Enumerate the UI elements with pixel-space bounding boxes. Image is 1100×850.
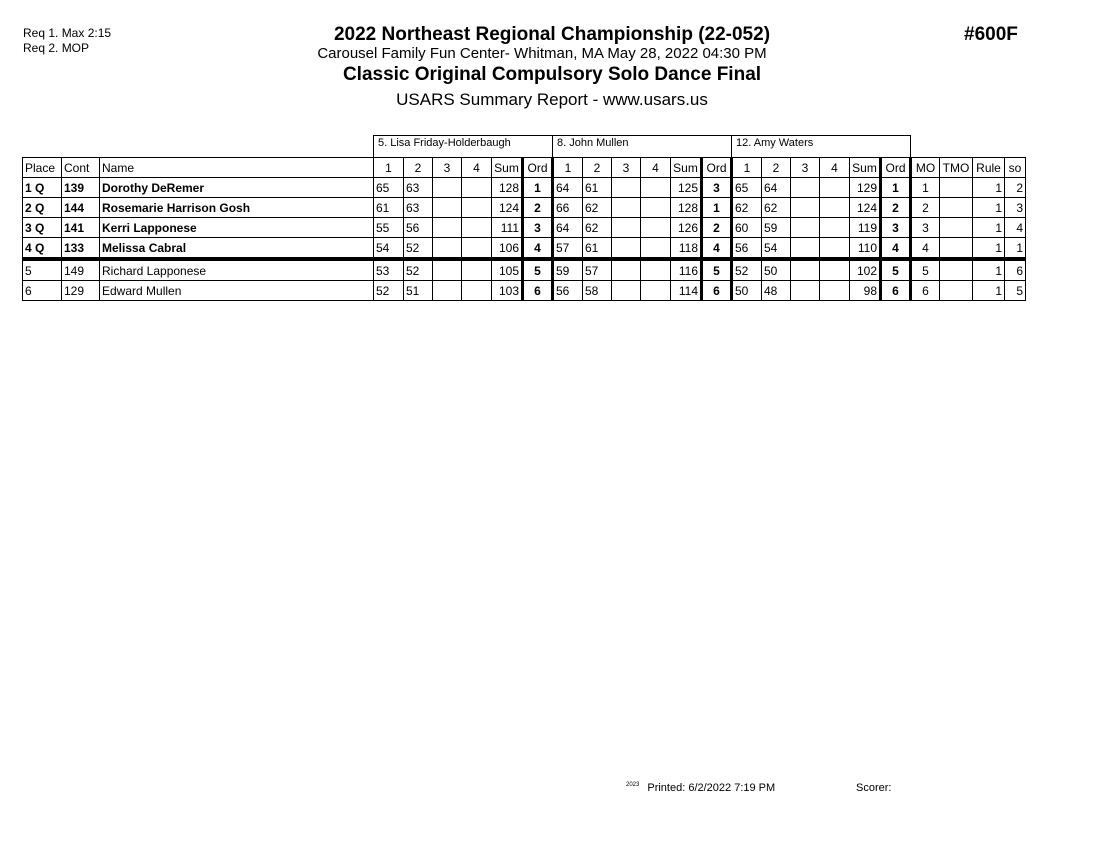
judge-3-ord-header: Ord bbox=[881, 158, 911, 178]
score-3-cell bbox=[612, 198, 641, 218]
place-cell: 3 Q bbox=[23, 218, 62, 238]
place-cell: 5 bbox=[23, 259, 62, 281]
judge-name: 12. Amy Waters bbox=[732, 136, 911, 158]
name-header: Name bbox=[100, 158, 374, 178]
place-cell: 6 bbox=[23, 281, 62, 301]
cont-cell: 133 bbox=[62, 238, 100, 260]
tmo-cell bbox=[940, 198, 973, 218]
score-2-cell: 48 bbox=[762, 281, 791, 301]
report-title: USARS Summary Report - www.usars.us bbox=[396, 90, 708, 109]
table-row bbox=[23, 238, 1026, 260]
score-1-cell: 50 bbox=[732, 281, 762, 301]
so-cell: 6 bbox=[1005, 259, 1026, 281]
judge-2-j2-header: 2 bbox=[583, 158, 612, 178]
score-3-cell bbox=[612, 218, 641, 238]
score-3-cell bbox=[612, 259, 641, 281]
score-4-cell bbox=[820, 218, 850, 238]
score-4-cell bbox=[462, 178, 492, 198]
judge-2-sum-header: Sum bbox=[671, 158, 702, 178]
score-3-cell bbox=[433, 218, 462, 238]
score-4-cell bbox=[462, 281, 492, 301]
sum-cell: 119 bbox=[850, 218, 881, 238]
so-cell: 5 bbox=[1005, 281, 1026, 301]
mo-cell: 5 bbox=[911, 259, 940, 281]
sum-cell: 125 bbox=[671, 178, 702, 198]
score-4-cell bbox=[641, 238, 671, 260]
score-1-cell: 64 bbox=[553, 178, 583, 198]
judge-3-j4-header: 4 bbox=[820, 158, 850, 178]
judge-1-j1-header: 1 bbox=[374, 158, 404, 178]
judge-1-sum-header: Sum bbox=[492, 158, 523, 178]
requirement-1: Req 1. Max 2:15 bbox=[23, 26, 112, 40]
sum-cell: 114 bbox=[671, 281, 702, 301]
ord-cell: 4 bbox=[523, 238, 553, 260]
score-2-cell: 64 bbox=[762, 178, 791, 198]
sum-cell: 129 bbox=[850, 178, 881, 198]
score-1-cell: 61 bbox=[374, 198, 404, 218]
footer-code: 2023 bbox=[626, 782, 640, 788]
so-cell: 2 bbox=[1005, 178, 1026, 198]
printed-text: Printed: 6/2/2022 7:19 PM bbox=[647, 782, 776, 794]
judge-2-ord-header: Ord bbox=[702, 158, 732, 178]
cont-cell: 149 bbox=[62, 259, 100, 281]
ord-cell: 2 bbox=[523, 198, 553, 218]
table-row bbox=[23, 198, 1026, 218]
score-1-cell: 53 bbox=[374, 259, 404, 281]
mo-cell: 3 bbox=[911, 218, 940, 238]
score-4-cell bbox=[462, 259, 492, 281]
score-1-cell: 66 bbox=[553, 198, 583, 218]
cont-cell: 144 bbox=[62, 198, 100, 218]
ord-cell: 1 bbox=[881, 178, 911, 198]
tmo-header: TMO bbox=[940, 158, 973, 178]
place-cell: 1 Q bbox=[23, 178, 62, 198]
score-4-cell bbox=[462, 238, 492, 260]
score-2-cell: 63 bbox=[404, 198, 433, 218]
so-header: so bbox=[1005, 158, 1026, 178]
judge-1-ord-header: Ord bbox=[523, 158, 553, 178]
score-3-cell bbox=[791, 178, 820, 198]
score-1-cell: 56 bbox=[732, 238, 762, 260]
sum-cell: 110 bbox=[850, 238, 881, 260]
mo-header: MO bbox=[911, 158, 940, 178]
scorer-label: Scorer: bbox=[856, 782, 892, 794]
judge-3-j2-header: 2 bbox=[762, 158, 791, 178]
place-cell: 2 Q bbox=[23, 198, 62, 218]
judge-2-j1-header: 1 bbox=[553, 158, 583, 178]
score-2-cell: 52 bbox=[404, 259, 433, 281]
rule-header: Rule bbox=[973, 158, 1005, 178]
score-3-cell bbox=[433, 198, 462, 218]
score-4-cell bbox=[641, 259, 671, 281]
score-3-cell bbox=[433, 281, 462, 301]
table-row bbox=[23, 218, 1026, 238]
venue-date: Carousel Family Fun Center- Whitman, MA May 28, 2022 04:30 PM bbox=[317, 45, 767, 62]
score-2-cell: 61 bbox=[583, 238, 612, 260]
score-3-cell bbox=[791, 238, 820, 260]
tmo-cell bbox=[940, 238, 973, 260]
score-2-cell: 62 bbox=[583, 218, 612, 238]
judge-name: 8. John Mullen bbox=[553, 136, 732, 158]
ord-cell: 2 bbox=[881, 198, 911, 218]
score-1-cell: 56 bbox=[553, 281, 583, 301]
sum-cell: 128 bbox=[671, 198, 702, 218]
sum-cell: 128 bbox=[492, 178, 523, 198]
cont-cell: 141 bbox=[62, 218, 100, 238]
score-1-cell: 64 bbox=[553, 218, 583, 238]
score-1-cell: 54 bbox=[374, 238, 404, 260]
ord-cell: 1 bbox=[523, 178, 553, 198]
judge-1-j3-header: 3 bbox=[433, 158, 462, 178]
score-1-cell: 52 bbox=[732, 259, 762, 281]
score-3-cell bbox=[433, 259, 462, 281]
score-2-cell: 59 bbox=[762, 218, 791, 238]
name-cell: Rosemarie Harrison Gosh bbox=[100, 198, 374, 218]
judge-name: 5. Lisa Friday-Holderbaugh bbox=[374, 136, 553, 158]
score-2-cell: 61 bbox=[583, 178, 612, 198]
rule-cell: 1 bbox=[973, 259, 1005, 281]
table-row bbox=[23, 178, 1026, 198]
score-4-cell bbox=[462, 218, 492, 238]
table-row bbox=[23, 281, 1026, 301]
score-2-cell: 62 bbox=[762, 198, 791, 218]
ord-cell: 1 bbox=[702, 198, 732, 218]
sum-cell: 98 bbox=[850, 281, 881, 301]
ord-cell: 4 bbox=[702, 238, 732, 260]
rule-cell: 1 bbox=[973, 281, 1005, 301]
name-cell: Kerri Lapponese bbox=[100, 218, 374, 238]
ord-cell: 2 bbox=[702, 218, 732, 238]
score-3-cell bbox=[791, 218, 820, 238]
score-1-cell: 52 bbox=[374, 281, 404, 301]
score-2-cell: 57 bbox=[583, 259, 612, 281]
event-number: #600F bbox=[964, 24, 1018, 45]
score-4-cell bbox=[820, 281, 850, 301]
judge-3-sum-header: Sum bbox=[850, 158, 881, 178]
cont-cell: 129 bbox=[62, 281, 100, 301]
score-1-cell: 57 bbox=[553, 238, 583, 260]
so-cell: 4 bbox=[1005, 218, 1026, 238]
score-3-cell bbox=[433, 238, 462, 260]
ord-cell: 6 bbox=[523, 281, 553, 301]
sum-cell: 118 bbox=[671, 238, 702, 260]
score-4-cell bbox=[820, 178, 850, 198]
ord-cell: 6 bbox=[702, 281, 732, 301]
score-2-cell: 62 bbox=[583, 198, 612, 218]
sum-cell: 126 bbox=[671, 218, 702, 238]
score-3-cell bbox=[433, 178, 462, 198]
score-4-cell bbox=[820, 238, 850, 260]
score-4-cell bbox=[641, 281, 671, 301]
rule-cell: 1 bbox=[973, 198, 1005, 218]
competition-title: 2022 Northeast Regional Championship (22-052) bbox=[333, 24, 771, 45]
sum-cell: 105 bbox=[492, 259, 523, 281]
ord-cell: 3 bbox=[881, 218, 911, 238]
place-cell: 4 Q bbox=[23, 238, 62, 260]
name-cell: Edward Mullen bbox=[100, 281, 374, 301]
score-3-cell bbox=[791, 198, 820, 218]
score-4-cell bbox=[820, 198, 850, 218]
score-2-cell: 58 bbox=[583, 281, 612, 301]
rule-cell: 1 bbox=[973, 178, 1005, 198]
ord-cell: 4 bbox=[881, 238, 911, 260]
judge-2-j3-header: 3 bbox=[612, 158, 641, 178]
name-cell: Melissa Cabral bbox=[100, 238, 374, 260]
ord-cell: 6 bbox=[881, 281, 911, 301]
ord-cell: 5 bbox=[702, 259, 732, 281]
score-4-cell bbox=[641, 198, 671, 218]
results-table bbox=[22, 135, 1026, 301]
score-4-cell bbox=[820, 259, 850, 281]
score-3-cell bbox=[612, 281, 641, 301]
name-cell: Richard Lapponese bbox=[100, 259, 374, 281]
cont-cell: 139 bbox=[62, 178, 100, 198]
sum-cell: 102 bbox=[850, 259, 881, 281]
judge-3-j3-header: 3 bbox=[791, 158, 820, 178]
score-1-cell: 62 bbox=[732, 198, 762, 218]
ord-cell: 5 bbox=[881, 259, 911, 281]
judge-1-j2-header: 2 bbox=[404, 158, 433, 178]
score-3-cell bbox=[791, 281, 820, 301]
tmo-cell bbox=[940, 218, 973, 238]
judge-1-j4-header: 4 bbox=[462, 158, 492, 178]
sum-cell: 116 bbox=[671, 259, 702, 281]
sum-cell: 111 bbox=[492, 218, 523, 238]
sum-cell: 124 bbox=[492, 198, 523, 218]
sum-cell: 124 bbox=[850, 198, 881, 218]
score-3-cell bbox=[612, 238, 641, 260]
score-2-cell: 52 bbox=[404, 238, 433, 260]
sum-cell: 103 bbox=[492, 281, 523, 301]
judges-row bbox=[23, 136, 1026, 158]
rule-cell: 1 bbox=[973, 218, 1005, 238]
judge-2-j4-header: 4 bbox=[641, 158, 671, 178]
rule-cell: 1 bbox=[973, 238, 1005, 260]
name-cell: Dorothy DeRemer bbox=[100, 178, 374, 198]
tmo-cell bbox=[940, 281, 973, 301]
column-header-row bbox=[23, 158, 1026, 178]
score-2-cell: 63 bbox=[404, 178, 433, 198]
mo-cell: 6 bbox=[911, 281, 940, 301]
printed-timestamp bbox=[626, 782, 775, 794]
so-cell: 3 bbox=[1005, 198, 1026, 218]
sum-cell: 106 bbox=[492, 238, 523, 260]
cont-header: Cont bbox=[62, 158, 100, 178]
ord-cell: 5 bbox=[523, 259, 553, 281]
score-3-cell bbox=[791, 259, 820, 281]
score-1-cell: 59 bbox=[553, 259, 583, 281]
event-title: Classic Original Compulsory Solo Dance Final bbox=[342, 64, 762, 85]
score-4-cell bbox=[462, 198, 492, 218]
mo-cell: 2 bbox=[911, 198, 940, 218]
judge-3-j1-header: 1 bbox=[732, 158, 762, 178]
score-1-cell: 65 bbox=[732, 178, 762, 198]
ord-cell: 3 bbox=[523, 218, 553, 238]
score-2-cell: 51 bbox=[404, 281, 433, 301]
score-2-cell: 56 bbox=[404, 218, 433, 238]
score-1-cell: 60 bbox=[732, 218, 762, 238]
score-2-cell: 54 bbox=[762, 238, 791, 260]
mo-cell: 1 bbox=[911, 178, 940, 198]
so-cell: 1 bbox=[1005, 238, 1026, 260]
place-header: Place bbox=[23, 158, 62, 178]
mo-cell: 4 bbox=[911, 238, 940, 260]
score-1-cell: 65 bbox=[374, 178, 404, 198]
score-1-cell: 55 bbox=[374, 218, 404, 238]
requirement-2: Req 2. MOP bbox=[23, 41, 90, 55]
table-row bbox=[23, 259, 1026, 281]
score-4-cell bbox=[641, 178, 671, 198]
score-3-cell bbox=[612, 178, 641, 198]
ord-cell: 3 bbox=[702, 178, 732, 198]
score-2-cell: 50 bbox=[762, 259, 791, 281]
score-4-cell bbox=[641, 218, 671, 238]
tmo-cell bbox=[940, 178, 973, 198]
tmo-cell bbox=[940, 259, 973, 281]
